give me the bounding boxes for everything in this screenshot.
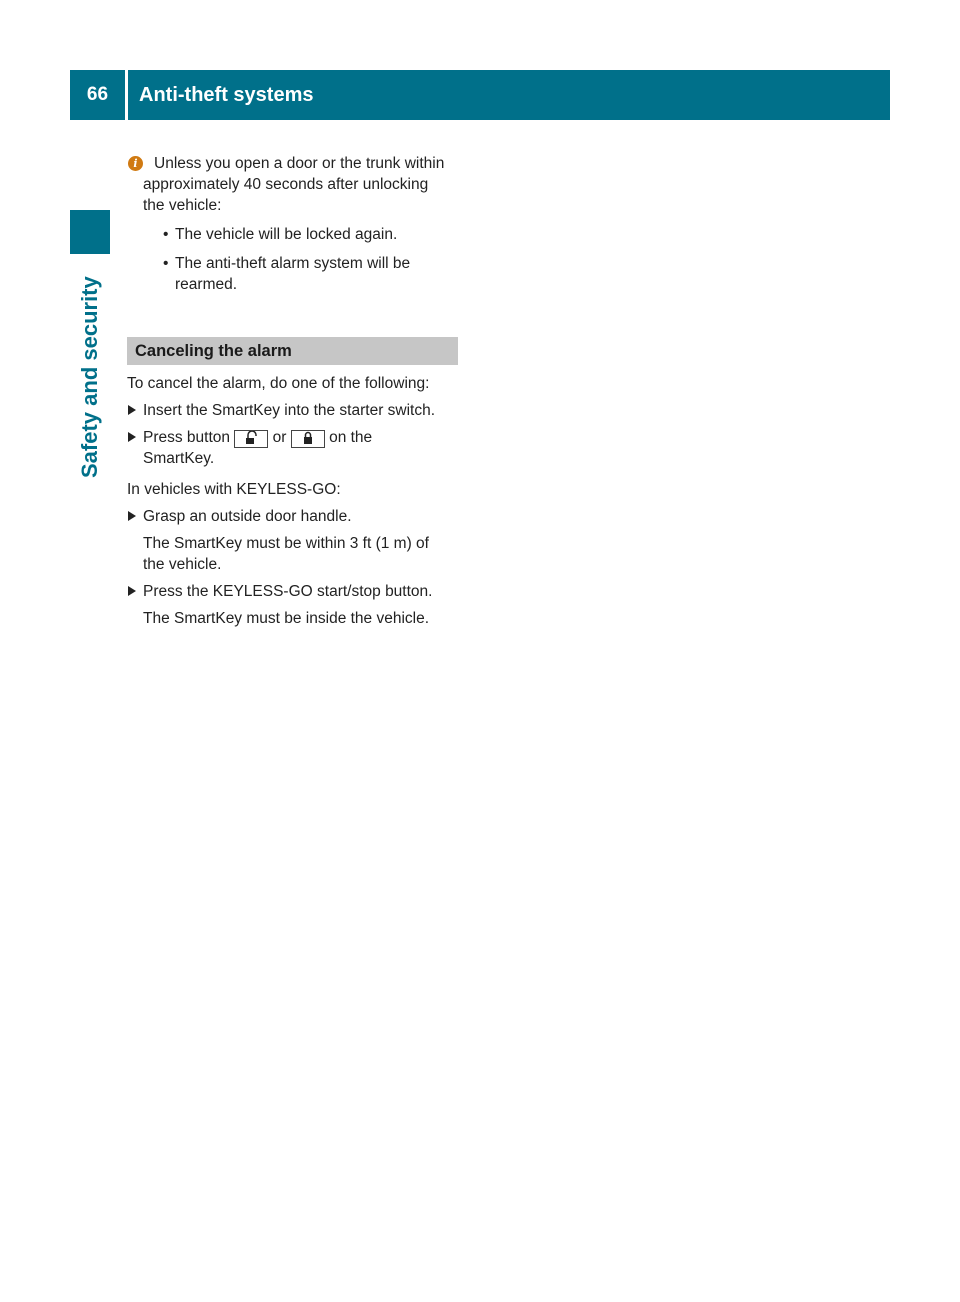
step-result-text: the vehicle. <box>143 556 222 573</box>
side-section-label: Safety and security <box>77 276 102 478</box>
unlock-icon <box>234 430 268 448</box>
bullet-dot-icon: • <box>163 255 169 272</box>
step-item <box>127 581 462 602</box>
step-arrow-icon <box>128 405 136 415</box>
step-arrow-icon <box>128 432 136 442</box>
bullet-text: rearmed. <box>175 276 238 293</box>
bullet-text: The anti-theft alarm system will be <box>175 255 411 272</box>
step-item <box>127 506 462 527</box>
step-text: Grasp an outside door handle. <box>143 508 352 525</box>
chapter-title <box>128 70 890 120</box>
step-text: Press the KEYLESS-GO start/stop button. <box>143 583 433 600</box>
page-number: 66 <box>70 70 125 120</box>
step-text: Insert the SmartKey into the starter switch. <box>143 402 436 419</box>
step-result <box>127 533 462 575</box>
step-item <box>127 427 462 469</box>
step-arrow-icon <box>128 586 136 596</box>
bullet-item <box>143 253 462 295</box>
step-text: Press button <box>143 429 231 446</box>
step-item <box>127 400 462 421</box>
step-arrow-icon <box>128 511 136 521</box>
or-text: or <box>272 429 287 446</box>
main-content <box>127 153 462 629</box>
info-icon: i <box>128 156 143 171</box>
section-heading: Canceling the alarm <box>127 337 458 365</box>
info-note-line: approximately 40 seconds after unlocking <box>143 176 429 193</box>
step-result: The SmartKey must be inside the vehicle. <box>143 610 430 627</box>
info-note-line: the vehicle: <box>143 197 222 214</box>
step-text: on the <box>329 429 373 446</box>
info-note-line: Unless you open a door or the trunk within <box>154 155 445 172</box>
keyless-intro: In vehicles with KEYLESS-GO: <box>127 481 341 498</box>
bullet-item <box>143 224 462 245</box>
info-note <box>127 153 462 295</box>
step-text: SmartKey. <box>143 450 215 467</box>
step-result-text: The SmartKey must be within 3 ft (1 m) of <box>143 535 429 552</box>
chapter-title-text: Anti-theft systems <box>139 83 314 106</box>
bullet-dot-icon: • <box>163 226 169 243</box>
bullet-text: The vehicle will be locked again. <box>175 226 398 243</box>
section-intro: To cancel the alarm, do one of the following: <box>127 375 430 392</box>
lock-icon <box>291 430 325 448</box>
